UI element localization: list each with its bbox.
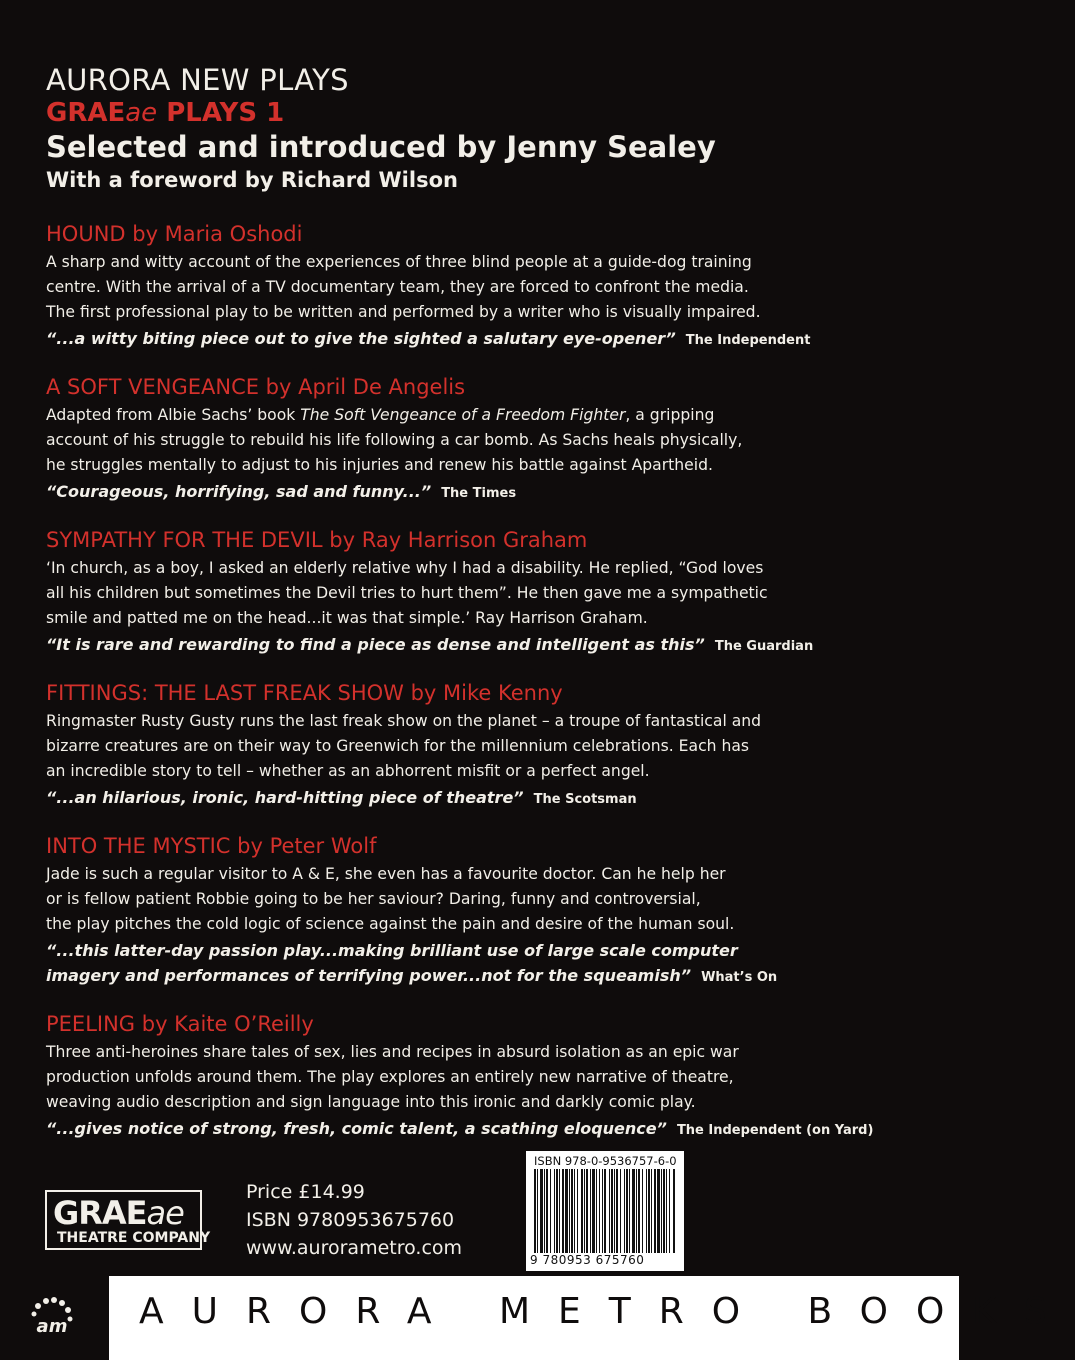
publisher-name: AURORA METRO BOOKS	[139, 1291, 1075, 1332]
barcode-isbn-label: ISBN 978-0-9536757-6-0	[534, 1154, 677, 1168]
barcode-bar	[604, 1169, 606, 1253]
publisher-banner	[109, 1276, 1075, 1360]
play-entry	[46, 830, 846, 1008]
play-title: SYMPATHY FOR THE DEVIL by Ray Harrison Graham	[46, 528, 588, 552]
play-title: A SOFT VENGEANCE by April De Angelis	[46, 375, 466, 399]
quote-source: The Scotsman	[533, 791, 637, 807]
quote-text: imagery and performances of terrifying power...not for the squeamish”	[46, 965, 692, 985]
play-description-line: an incredible story to tell – whether as an abhorrent misfit or a perfect angel.	[46, 762, 650, 781]
description-text: , a gripping	[625, 406, 715, 424]
book-title-rest: PLAYS 1	[157, 98, 285, 128]
play-description-line: or is fellow patient Robbie going to be her saviour? Daring, funny and controversial,	[46, 890, 701, 909]
book-title-main: GRAE	[46, 98, 126, 128]
aurora-metro-icon-text: am	[36, 1316, 68, 1337]
barcode-bar	[636, 1169, 637, 1253]
review-quote	[46, 632, 846, 659]
book-title-ae: ae	[125, 98, 158, 128]
quote-text: “...an hilarious, ironic, hard-hitting piece of theatre”	[46, 787, 524, 807]
quote-text: “It is rare and rewarding to find a piece as dense and intelligent as this”	[46, 634, 705, 654]
review-quote	[46, 1116, 874, 1143]
play-description-line: production unfolds around them. The play explores an entirely new narrative of theatre,	[46, 1068, 734, 1087]
play-description-line: Three anti-heroines share tales of sex, lies and recipes in absurd isolation as an epic war	[46, 1043, 739, 1061]
review-quote	[46, 785, 846, 812]
review-quote	[46, 963, 846, 990]
barcode-bar	[546, 1169, 548, 1253]
barcode-bar	[611, 1169, 613, 1253]
quote-text: “Courageous, horrifying, sad and funny...”	[46, 481, 432, 501]
book-reference: The Soft Vengeance of a Freedom Fighter	[300, 406, 626, 424]
play-entry	[46, 218, 846, 371]
play-description-line: bizarre creatures are on their way to Greenwich for the millennium celebrations. Each has	[46, 737, 750, 756]
play-description-line: The first professional play to be written and performed by a writer who is visually impaired.	[46, 303, 761, 322]
barcode-bar	[584, 1169, 585, 1253]
barcode-bar	[642, 1169, 643, 1253]
play-description-line: weaving audio description and sign language into this ironic and darkly comic play.	[46, 1093, 696, 1112]
quote-text: “...gives notice of strong, fresh, comic talent, a scathing eloquence”	[46, 1118, 667, 1138]
review-quote	[46, 479, 846, 506]
logo-subtitle: THEATRE COMPANY	[57, 1230, 211, 1246]
barcode-bar	[651, 1169, 652, 1253]
aurora-metro-icon	[24, 1290, 80, 1346]
play-list	[46, 218, 874, 1161]
barcode-bar	[616, 1169, 618, 1253]
play-description-line: ‘In church, as a boy, I asked an elderly relative why I had a disability. He replied, “God loves	[46, 559, 764, 577]
barcode-bar	[562, 1169, 564, 1253]
barcode-bar	[663, 1169, 665, 1253]
barcode-digits: 9 780953 675760	[530, 1253, 645, 1267]
barcode-bar	[609, 1169, 610, 1253]
play-description-line: the play pitches the cold logic of science against the pain and desire of the human soul.	[46, 915, 735, 934]
barcode-bar	[626, 1169, 628, 1253]
barcode-bar	[577, 1169, 578, 1253]
barcode-bar	[537, 1169, 538, 1253]
quote-source: What’s On	[701, 969, 778, 985]
play-description-line: Jade is such a regular visitor to A & E, she even has a favourite doctor. Can he help her	[46, 865, 726, 883]
barcode-bar	[614, 1169, 615, 1253]
barcode-bar	[590, 1169, 591, 1253]
barcode-bar	[599, 1169, 600, 1253]
quote-source: The Independent (on Yard)	[676, 1122, 874, 1138]
barcode-bar	[661, 1169, 662, 1253]
play-title: INTO THE MYSTIC by Peter Wolf	[46, 834, 377, 858]
play-description-line: Ringmaster Rusty Gusty runs the last freak show on the planet – a troupe of fantastical and	[46, 712, 762, 730]
play-entry	[46, 1008, 874, 1161]
barcode-bar	[666, 1169, 667, 1253]
play-entry	[46, 371, 846, 524]
isbn-text: ISBN 9780953675760	[246, 1209, 455, 1231]
play-title: PEELING by Kaite O’Reilly	[46, 1012, 314, 1036]
play-entry	[46, 524, 846, 677]
review-quote: “...this latter-day passion play...making brilliant use of large scale computer	[46, 940, 738, 960]
barcode-bar	[556, 1169, 558, 1253]
barcode-bar	[624, 1169, 625, 1253]
quote-source: The Guardian	[714, 638, 814, 654]
barcode-bar	[540, 1169, 543, 1253]
barcode-bar	[673, 1169, 675, 1253]
barcode-bar	[544, 1169, 545, 1253]
barcode-bar	[574, 1169, 575, 1253]
play-title: FITTINGS: THE LAST FREAK SHOW by Mike Kenny	[46, 681, 563, 705]
logo-ae-text: ae	[146, 1194, 184, 1232]
quote-text: “...a witty biting piece out to give the sighted a salutary eye-opener”	[46, 328, 676, 348]
barcode-bar	[620, 1169, 621, 1253]
barcode-bar	[571, 1169, 573, 1253]
barcode-bar	[592, 1169, 595, 1253]
barcode-bar	[638, 1169, 640, 1253]
barcode-bar	[657, 1169, 660, 1253]
graeae-logo-wordmark	[53, 1196, 184, 1230]
graeae-logo	[45, 1190, 211, 1250]
price: Price £14.99	[246, 1181, 365, 1203]
barcode-bar	[550, 1169, 551, 1253]
barcode-bar	[646, 1169, 647, 1253]
play-description-line: he struggles mentally to adjust to his injuries and renew his battle against Apartheid.	[46, 456, 713, 475]
barcode-bar	[581, 1169, 583, 1253]
barcode-bar	[534, 1169, 536, 1253]
price-block	[246, 1178, 462, 1262]
play-description-line: A sharp and witty account of the experiences of three blind people at a guide-dog training	[46, 253, 752, 271]
barcode-bar	[629, 1169, 630, 1253]
book-title	[46, 96, 926, 130]
play-description-line: centre. With the arrival of a TV documentary team, they are forced to confront the media.	[46, 278, 749, 297]
barcode-bar	[654, 1169, 656, 1253]
play-title: HOUND by Maria Oshodi	[46, 222, 303, 246]
quote-source: The Times	[441, 485, 517, 501]
barcode-bar	[669, 1169, 670, 1253]
description-text: Adapted from Albie Sachs’ book	[46, 406, 301, 424]
barcode-bar	[596, 1169, 597, 1253]
quote-source: The Independent	[685, 332, 811, 348]
header	[46, 62, 926, 195]
website: www.aurorametro.com	[246, 1237, 463, 1259]
play-description-line: all his children but sometimes the Devil tries to hurt them”. He then gave me a sympathetic	[46, 584, 768, 603]
barcode-bars	[534, 1169, 676, 1253]
barcode-bar	[632, 1169, 635, 1253]
play-entry	[46, 677, 846, 830]
play-description-line: smile and patted me on the head...it was that simple.’ Ray Harrison Graham.	[46, 609, 648, 628]
barcode-bar	[602, 1169, 603, 1253]
play-description-line: account of his struggle to rebuild his life following a car bomb. As Sachs heals physically,	[46, 431, 743, 450]
barcode-bar	[648, 1169, 650, 1253]
review-quote	[46, 326, 846, 353]
barcode	[526, 1151, 684, 1271]
foreword-credit: With a foreword by Richard Wilson	[46, 168, 458, 192]
editor-credit: Selected and introduced by Jenny Sealey	[46, 130, 716, 164]
play-description-line	[46, 403, 846, 428]
barcode-bar	[554, 1169, 555, 1253]
barcode-bar	[559, 1169, 560, 1253]
barcode-bar	[565, 1169, 568, 1253]
barcode-bar	[569, 1169, 570, 1253]
logo-main-text: GRAE	[53, 1194, 147, 1232]
barcode-bar	[586, 1169, 588, 1253]
series-title: AURORA NEW PLAYS	[46, 63, 349, 97]
